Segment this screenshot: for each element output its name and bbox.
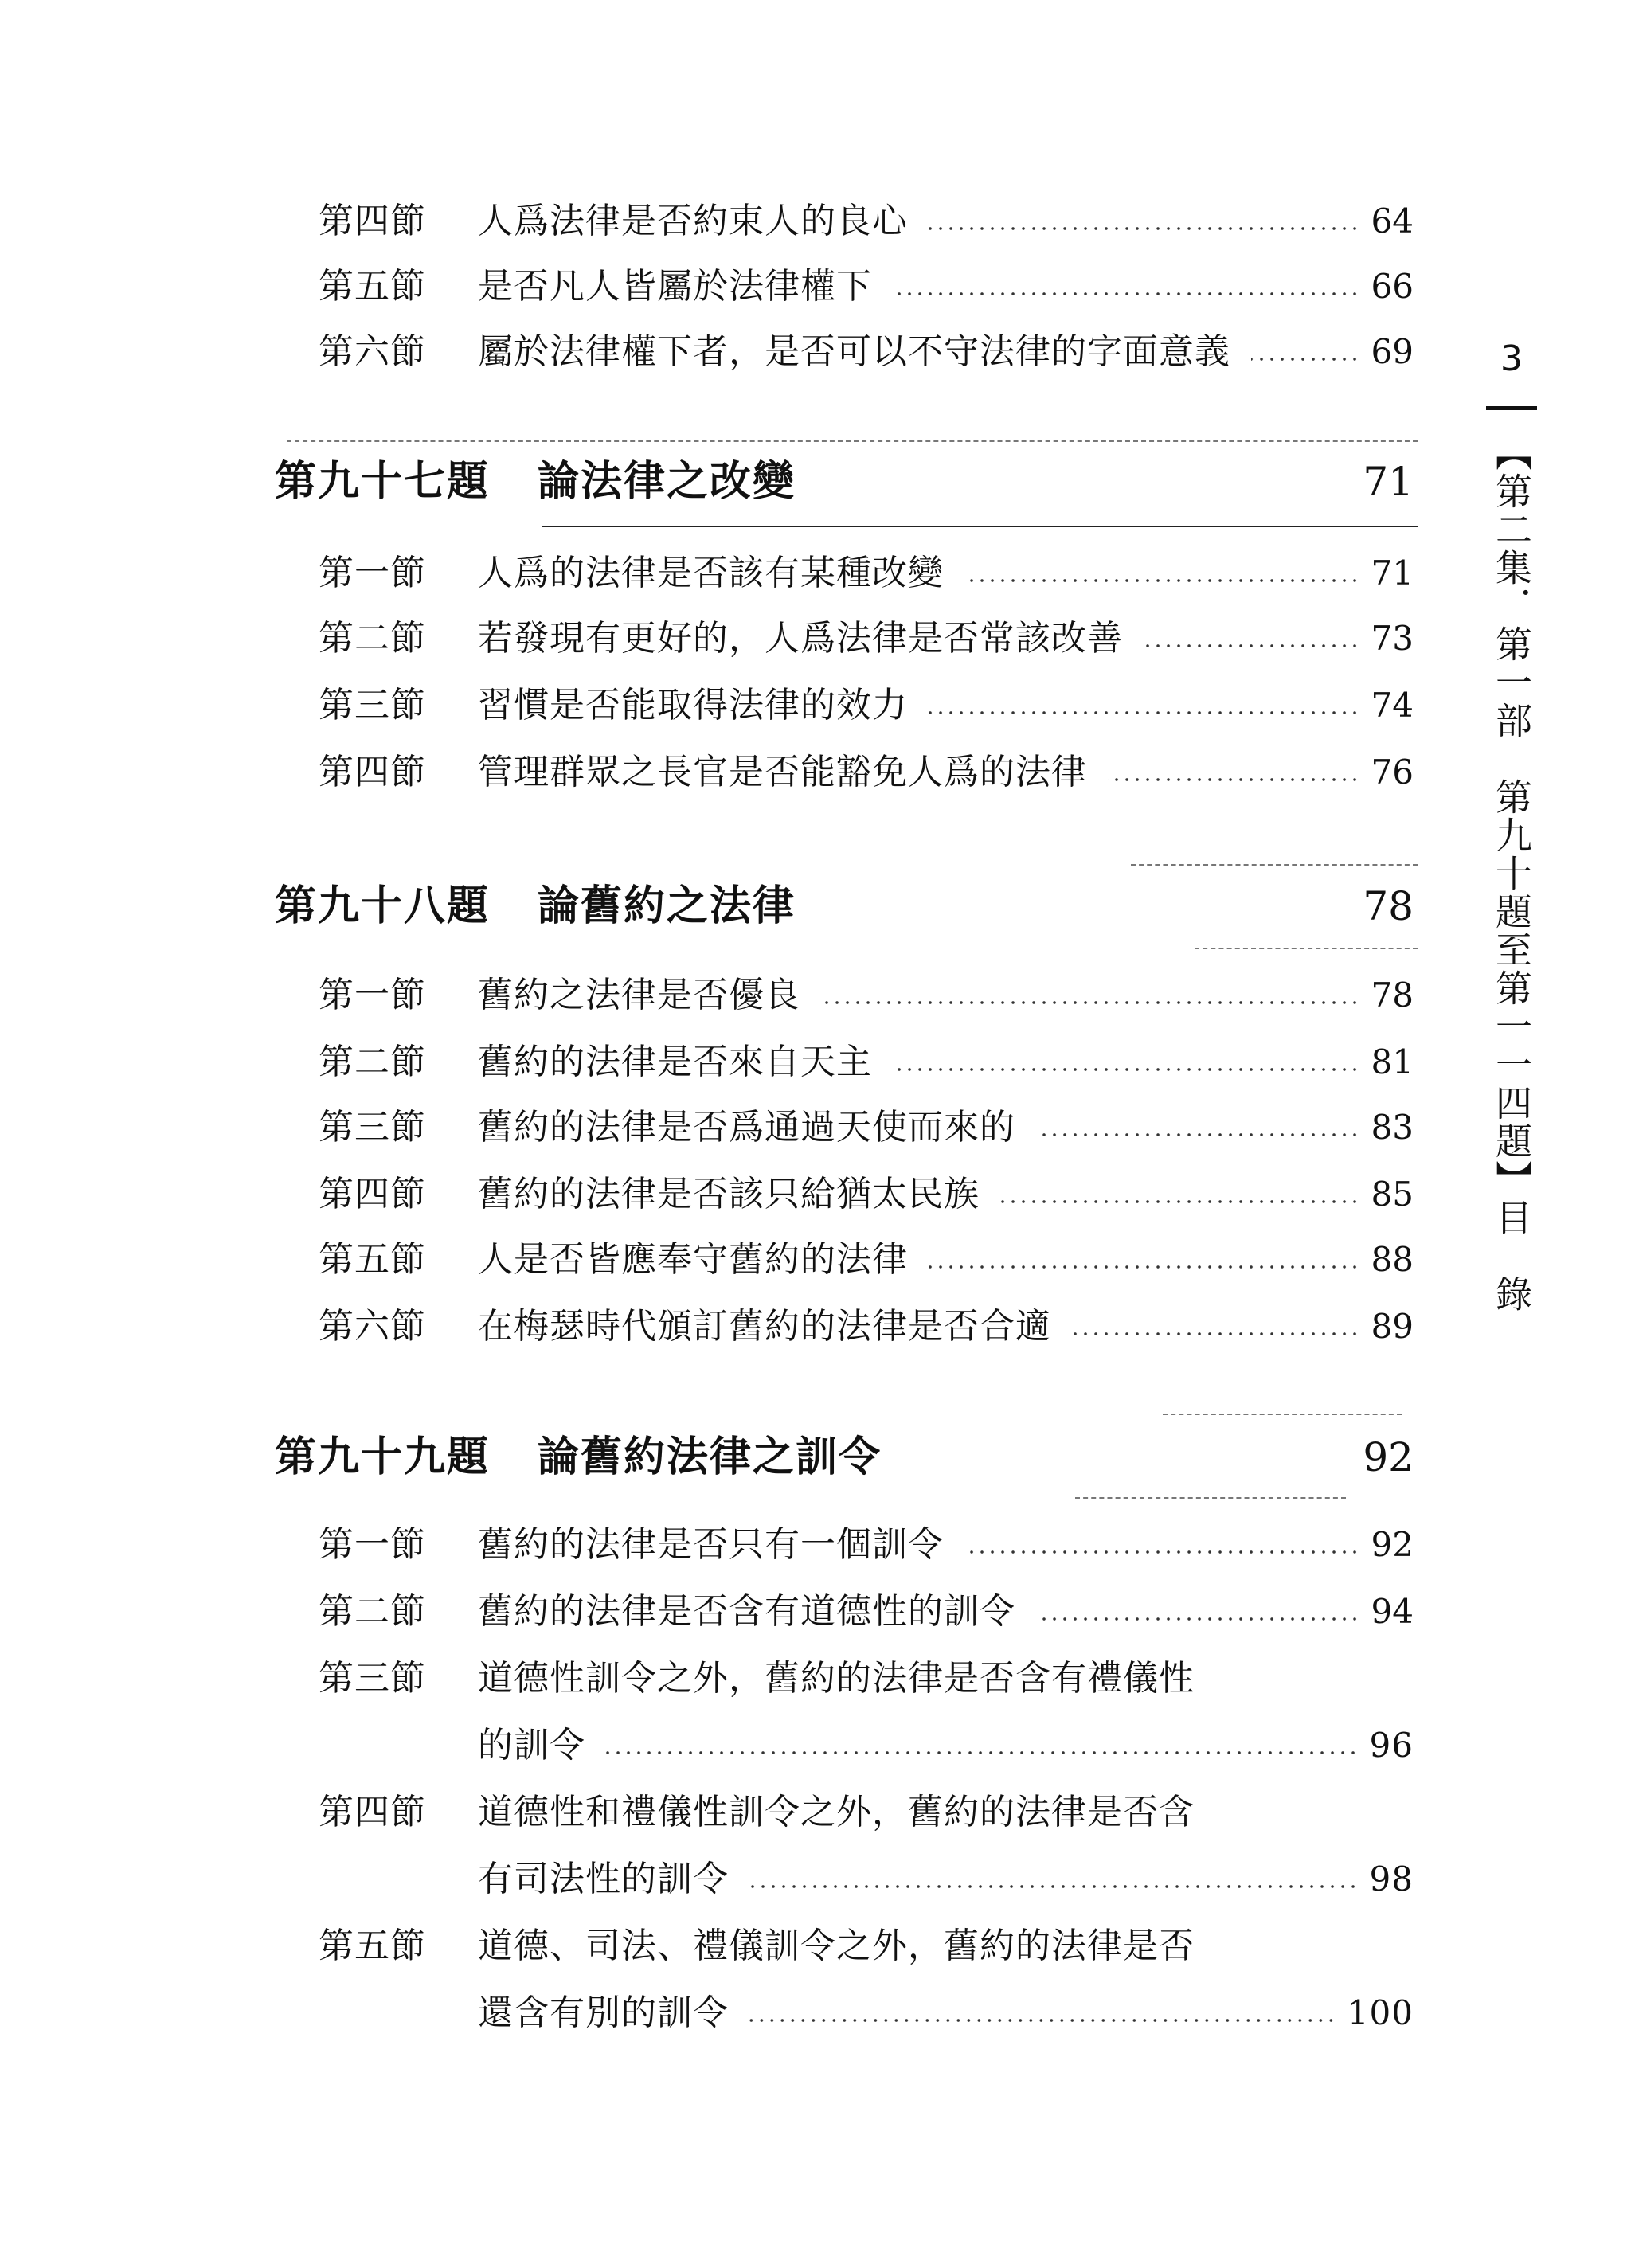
chapter-top-rule — [1131, 864, 1418, 866]
dot-leader — [893, 1068, 1360, 1071]
section-label: 第三節 — [319, 685, 426, 725]
toc-entry[interactable] — [319, 749, 1414, 796]
section-label: 第一節 — [319, 553, 426, 593]
chapter-bottom-rule — [542, 526, 1418, 527]
dot-leader — [893, 292, 1360, 295]
section-label: 第四節 — [319, 752, 426, 792]
section-title-line2: 的訓令 — [478, 1725, 585, 1766]
section-title: 舊約的法律是否只有一個訓令 — [478, 1524, 944, 1565]
chapter-heading[interactable] — [275, 450, 1414, 514]
section-page-number: 69 — [1371, 332, 1414, 371]
section-label: 第六節 — [319, 331, 426, 372]
section-page-number: 78 — [1371, 976, 1414, 1015]
chapter-top-rule — [287, 440, 1418, 442]
section-title-line2: 有司法性的訓令 — [478, 1859, 729, 1899]
section-page-number: 64 — [1371, 201, 1414, 240]
dot-leader — [1251, 358, 1360, 361]
section-label: 第三節 — [319, 1107, 426, 1148]
section-label: 第二節 — [319, 1042, 426, 1082]
toc-entry[interactable] — [319, 1588, 1414, 1636]
section-page-number: 98 — [1369, 1859, 1414, 1898]
chapter-label: 第九十七題 — [275, 457, 491, 506]
section-label: 第二節 — [319, 618, 426, 659]
toc-entry[interactable] — [319, 1789, 1414, 1836]
section-title: 屬於法律權下者，是否可以不守法律的字面意義 — [478, 331, 1230, 372]
section-title: 人爲法律是否約束人的良心 — [478, 201, 908, 241]
section-title-line1: 道德性訓令之外，舊約的法律是否含有禮儀性 — [478, 1658, 1195, 1699]
dot-leader — [964, 1550, 1360, 1554]
section-label: 第四節 — [319, 201, 426, 241]
section-page-number: 94 — [1371, 1592, 1414, 1631]
toc-entry[interactable] — [319, 1655, 1414, 1703]
chapter-bottom-rule — [1075, 1497, 1346, 1499]
dot-leader — [1072, 1332, 1360, 1335]
toc-entry-continuation[interactable] — [319, 1722, 1414, 1769]
toc-entry[interactable] — [319, 972, 1414, 1019]
section-title: 若發現有更好的，人爲法律是否常該改善 — [478, 618, 1123, 659]
chapter-title: 論舊約法律之訓令 — [538, 1433, 882, 1481]
section-page-number: 71 — [1371, 553, 1414, 592]
chapter-page-number: 71 — [1363, 459, 1414, 505]
section-title-line1: 道德性和禮儀性訓令之外，舊約的法律是否含 — [478, 1792, 1195, 1832]
dot-leader — [929, 711, 1360, 714]
section-title: 舊約的法律是否爲通過天使而來的 — [478, 1107, 1015, 1148]
section-title: 習慣是否能取得法律的效力 — [478, 685, 908, 725]
section-label: 第五節 — [319, 1239, 426, 1280]
toc-entry[interactable] — [319, 1171, 1414, 1218]
dot-leader — [1000, 1200, 1360, 1203]
section-title: 舊約的法律是否含有道德性的訓令 — [478, 1591, 1015, 1632]
section-page-number: 76 — [1371, 753, 1414, 792]
section-page-number: 85 — [1371, 1175, 1414, 1214]
chapter-heading[interactable] — [275, 1425, 1414, 1489]
section-page-number: 88 — [1371, 1240, 1414, 1279]
chapter-label: 第九十九題 — [275, 1433, 491, 1481]
section-page-number: 74 — [1371, 686, 1414, 725]
section-page-number: 66 — [1371, 267, 1414, 306]
toc-entry-continuation[interactable] — [319, 1855, 1414, 1903]
toc-entry[interactable] — [319, 615, 1414, 663]
section-page-number: 73 — [1371, 619, 1414, 658]
chapter-page-number: 78 — [1363, 883, 1414, 929]
section-label: 第六節 — [319, 1306, 426, 1347]
section-page-number: 96 — [1369, 1726, 1414, 1765]
section-label: 第四節 — [319, 1174, 426, 1214]
dot-leader — [929, 1265, 1360, 1269]
dot-leader — [929, 227, 1360, 230]
section-title: 人是否皆應奉守舊約的法律 — [478, 1239, 908, 1280]
chapter-title: 論舊約之法律 — [538, 882, 796, 930]
section-title-line2: 還含有別的訓令 — [478, 1992, 729, 2033]
section-label: 第三節 — [319, 1658, 426, 1699]
dot-leader — [821, 1001, 1360, 1004]
toc-entry[interactable] — [319, 1922, 1414, 1970]
toc-entry[interactable] — [319, 682, 1414, 729]
dot-leader — [1036, 1133, 1360, 1136]
toc-entry[interactable] — [319, 197, 1414, 245]
section-title: 舊約之法律是否優良 — [478, 975, 800, 1015]
dot-leader — [1108, 778, 1360, 781]
toc-entry[interactable] — [319, 1521, 1414, 1569]
section-page-number: 89 — [1371, 1307, 1414, 1346]
section-page-number: 92 — [1371, 1525, 1414, 1564]
dot-leader — [964, 579, 1360, 582]
dot-leader — [1144, 644, 1360, 647]
toc-entry[interactable] — [319, 263, 1414, 311]
section-label: 第一節 — [319, 975, 426, 1015]
chapter-heading[interactable] — [275, 874, 1414, 938]
section-title: 是否凡人皆屬於法律權下 — [478, 266, 872, 307]
section-title: 人爲的法律是否該有某種改變 — [478, 553, 944, 593]
section-page-number: 83 — [1371, 1108, 1414, 1147]
section-page-number: 100 — [1347, 1993, 1414, 2032]
section-title: 管理群眾之長官是否能豁免人爲的法律 — [478, 752, 1087, 792]
section-label: 第一節 — [319, 1524, 426, 1565]
section-label: 第五節 — [319, 1926, 426, 1966]
section-title: 在梅瑟時代頒訂舊約的法律是否合適 — [478, 1306, 1051, 1347]
section-title-line1: 道德、司法、禮儀訓令之外，舊約的法律是否 — [478, 1926, 1195, 1966]
toc-entry[interactable] — [319, 1038, 1414, 1086]
section-page-number: 81 — [1371, 1042, 1414, 1081]
toc-entry[interactable] — [319, 1236, 1414, 1284]
toc-entry[interactable] — [319, 1104, 1414, 1152]
running-header-rule — [1486, 406, 1537, 410]
section-label: 第二節 — [319, 1591, 426, 1632]
running-header: 【第二集．第一部 第九十題至第一一四題】目 錄 — [1490, 434, 1533, 1313]
toc-entry-continuation[interactable] — [319, 1989, 1414, 2037]
chapter-label: 第九十八題 — [275, 882, 491, 930]
dot-leader — [606, 1751, 1359, 1754]
toc-entry[interactable] — [319, 1303, 1414, 1351]
dot-leader — [1036, 1617, 1360, 1621]
section-label: 第五節 — [319, 266, 426, 307]
dot-leader — [749, 2019, 1336, 2022]
chapter-top-rule — [1163, 1414, 1402, 1415]
chapter-page-number: 92 — [1363, 1434, 1414, 1480]
chapter-title: 論法律之改變 — [538, 457, 796, 506]
toc-entry[interactable] — [319, 328, 1414, 376]
section-title: 舊約的法律是否該只給猶太民族 — [478, 1174, 980, 1214]
dot-leader — [749, 1885, 1359, 1888]
page-number: 3 — [1500, 338, 1523, 379]
section-label: 第四節 — [319, 1792, 426, 1832]
chapter-bottom-rule — [1195, 948, 1418, 949]
toc-entry[interactable] — [319, 549, 1414, 597]
section-title: 舊約的法律是否來自天主 — [478, 1042, 872, 1082]
